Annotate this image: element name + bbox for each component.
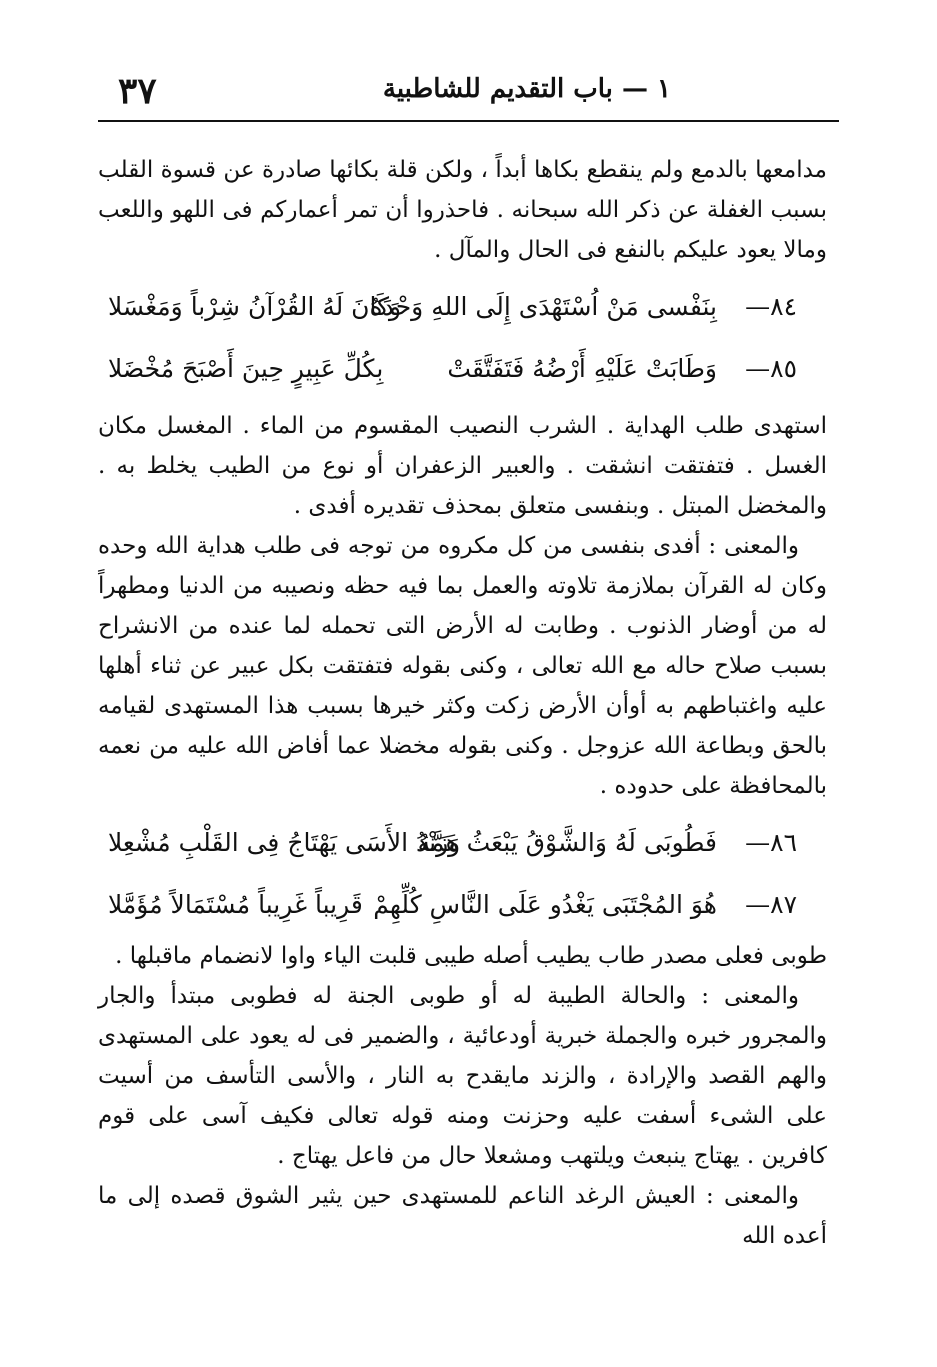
verse-number: ٨٦— [745, 828, 797, 857]
verse-second-hemistich: بِكُلِّ عَبِيرٍ حِينَ أَصْبَحَ مُخْضَلا [108, 354, 384, 383]
verse-number: ٨٤— [745, 292, 797, 321]
paragraph: مدامعها بالدمع ولم ينقطع بكاها أبداً ، ولكن قلة بكائها صادرة عن قسوة القلب بسبب الغفلة عن ذكر الله سبحانه . فاحذروا أن تمر أعماركم فى اللهو واللعب ومالا يعود عليكم بالنفع فى الحال والمآل . [98, 157, 828, 263]
verse-number: ٨٥— [745, 354, 797, 383]
verse-86 [98, 812, 827, 874]
paragraph: استهدى طلب الهداية . الشرب النصيب المقسوم من الماء . المغسل مكان الغسل . فتفتقت انشقت . والعبير الزعفران أو نوع من الطيب يخلط به . والمخضل المبتل . وبنفسى متعلق بمحذف تقديره أفدى . [98, 413, 827, 519]
verse-84 [98, 276, 827, 338]
verse-first-hemistich: فَطُوبَى لَهُ وَالشَّوْقُ يَبْعَثُ هَمَّهُ [417, 828, 717, 857]
verse-87 [98, 874, 827, 936]
verse-first-hemistich: هُوَ المُجْتَبَى يَغْدُو عَلَى النَّاسِ كُلِّهِمْ [373, 890, 717, 919]
verse-second-hemistich: وَكَانَ لَهُ القُرْآنُ شِرْباً وَمَغْسَلا [108, 292, 402, 321]
verse-number: ٨٧— [745, 890, 797, 919]
verse-first-hemistich: بِنَفْسى مَنْ اُسْتَهْدَى إِلَى اللهِ وَحْدَهُ [369, 292, 717, 321]
verse-second-hemistich: وَزَنْدُ الأَسَى يَهْتَاجُ فِى القَلْبِ مُشْعِلا [108, 828, 461, 857]
paragraph: والمعنى : أفدى بنفسى من كل مكروه من توجه فى طلب هداية الله وحده وكان له القرآن بملازمة تلاوته والعمل بما فيه حظه ونصيبه من الدنيا ومطهراً له من أوضار الذنوب . وطابت له الأرض التى تحمله لما عنده من الانشراح بسبب صلاح حاله مع الله تعالى ، وكنى بقوله فتفتقت بكل عبير عن ثناء أهلها عليه واغتباطهم به أوأن الأرض زكت وكثر خيرها بسبب هذا المستهدى لقيامه بالحق وبطاعة الله عزوجل . وكنى بقوله مخضلا عما أفاض الله عليه من نعمه بالمحافظة على حدوده . [98, 533, 827, 799]
page-header [98, 60, 839, 122]
page-number: ٣٧ [118, 70, 157, 112]
paragraph: طوبى فعلى مصدر طاب يطيب أصله طيبى قلبت الياء واوا لانضمام ماقبلها . [115, 943, 827, 969]
chapter-title: ١ — باب التقديم للشاطبية [382, 74, 671, 104]
verse-85 [98, 338, 827, 400]
verse-second-hemistich: قَرِيباً غَرِيباً مُسْتَمَالاً مُؤَمَّلا [108, 890, 363, 919]
verse-first-hemistich: وَطَابَتْ عَلَيْهِ أَرْضُهُ فَتَفَتَّقَتْ [447, 354, 717, 383]
paragraph: والمعنى : العيش الرغد الناعم للمستهدى حين يثير الشوق قصده إلى ما أعده الله [98, 1183, 827, 1249]
page-body [98, 150, 827, 1256]
paragraph: والمعنى : والحالة الطيبة له أو طوبى الجنة له فطوبى مبتدأ والجار والمجرور خبره والجملة خبرية أودعائية ، والضمير فى له يعود على المستهدى والهم القصد والإرادة ، والزند مايقدح به النار ، والأسى التأسف من أسيت على الشىء أسفت عليه وحزنت ومنه قوله تعالى فكيف آسى على قوم كافرين . يهتاج ينبعث ويلتهب ومشعلا حال من فاعل يهتاج . [98, 983, 827, 1169]
